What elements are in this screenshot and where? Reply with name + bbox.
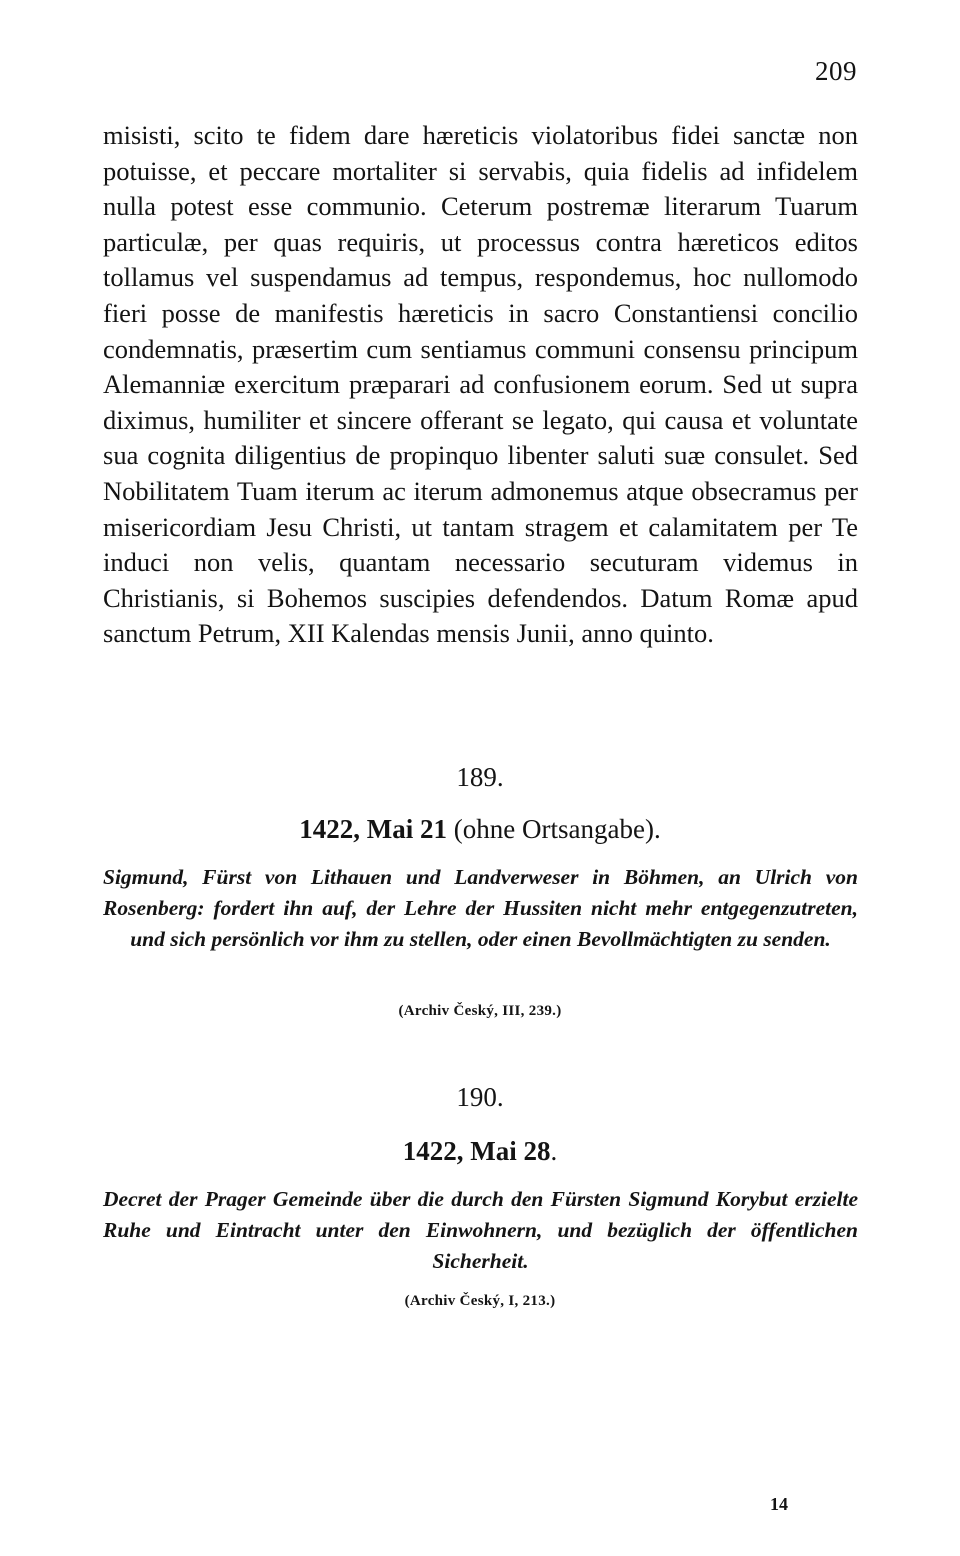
document-date-189 [0,814,960,845]
page-number: 209 [815,56,857,86]
document-regest-190: Decret der Prager Gemeinde über die durch den Fürsten Sigmund Korybut erzielte Ruhe und Eintracht unter den Einwohnern, und bezüglich der öffentlichen Sicherheit. [103,1187,858,1273]
continuation-text: misisti, scito te fidem dare hæreticis violatoribus fidei sanctæ non potuisse, et peccare mortaliter si servabis, quia fidelis ad infidelem nulla potest esse communio. Ceterum postremæ literarum Tuarum particulæ, per quas requiris, ut processus contra hæreticos editos tollamus vel suspendamus ad tempus, respondemus, hoc nullomodo fieri posse de manifestis hæreticis in sacro Constantiensi concilio condemnatis, præsertim cum sentiamus communi consensu principum Alemanniæ exercitum præparari ad confusionem eorum. Sed ut supra diximus, humiliter et sincere offerant se legato, qui causa et voluntate sua cognita diligentius de propinquo libenter saluti suæ consulet. Sed Nobilitatem Tuam iterum ac iterum admonemus atque obsecramus per misericordiam Jesu Christi, ut tantam stragem et calamitatem per Te induci non velis, quantam necessario secuturam videmus in Christianis, si Bohemos suscipies defendendos. Datum Romæ apud sanctum Petrum, XII Kalendas mensis Junii, anno quinto. [103,120,858,649]
document-number-190: 190. [456,1082,504,1112]
document-regest-189: Sigmund, Fürst von Lithauen und Landverweser in Böhmen, an Ulrich von Rosenberg: fordert ihn auf, der Lehre der Hussiten nicht mehr entgegenzutreten, und sich persönlich vor ihm zu stellen, oder einen Bevollmächtigten zu senden. [103,865,858,951]
document-number-189: 189. [456,762,504,792]
document-source-190: (Archiv Český, I, 213.) [404,1293,556,1309]
sheet-signature: 14 [770,1494,788,1514]
document-date-190 [0,1136,960,1167]
document-date-rest: (ohne Ortsangabe). [447,814,661,844]
document-date-bold: 1422, Mai 21 [299,814,448,844]
document-source-189: (Archiv Český, III, 239.) [398,1003,562,1019]
document-date-rest: . [550,1136,558,1166]
document-date-bold: 1422, Mai 28 [402,1136,551,1166]
